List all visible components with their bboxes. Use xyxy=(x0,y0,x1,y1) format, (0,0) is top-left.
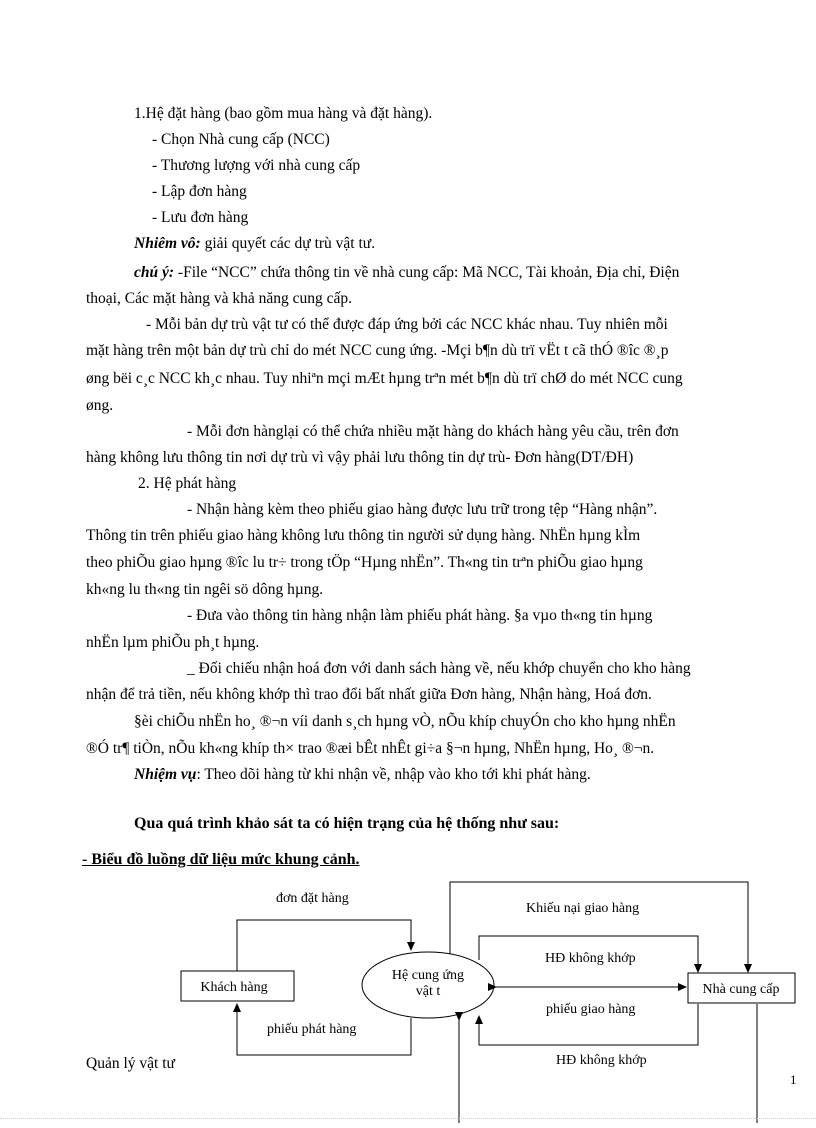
task-text: giải quyết các dự trù vật tư. xyxy=(200,235,376,252)
task-label: Nhiêm vô: xyxy=(134,235,201,252)
process-label-line1: Hệ cung ứng xyxy=(391,968,465,983)
flow-mismatch-bottom-label: HĐ không khớp xyxy=(556,1053,647,1068)
note-text: -File “NCC” chứa thông tin về nhà cung cấp: Mã NCC, Tài khoản, Địa chỉ, Điện xyxy=(174,264,680,281)
flow-delivery-label: phiếu giao hàng xyxy=(546,1002,636,1017)
section2-para1-line: kh«ng lu th«ng tin ngêi sö dông hµng. xyxy=(86,581,324,598)
section2-para1-line: - Nhận hàng kèm theo phiếu giao hàng được lưu trữ trong tệp “Hàng nhận”. xyxy=(187,501,658,518)
footer-left: Quản lý vật tư xyxy=(86,1055,175,1072)
process-label-line2: vật t xyxy=(415,984,441,999)
section2-task xyxy=(134,765,591,785)
section1-note xyxy=(134,263,679,283)
task-text: : Theo dõi hàng từ khi nhận về, nhập vào kho tới khi phát hàng. xyxy=(196,766,591,783)
note-label: chú ý: xyxy=(134,264,175,281)
section2-para3-line: nhận để trả tiền, nếu không khớp thì trao đổi bất nhất giữa Đơn hàng, Nhận hàng, Hoá đơn. xyxy=(86,686,652,703)
section1-note-cont: thoại, Các mặt hàng và khả năng cung cấp. xyxy=(86,290,352,307)
section2-para1-line: theo phiÕu giao hµng ®îc lu tr÷ trong tÖp “Hµng nhËn”. Th«ng tin trªn phiÕu giao hµng xyxy=(86,554,643,571)
flow-order-label: đơn đặt hàng xyxy=(276,891,349,906)
context-diagram-svg xyxy=(0,870,816,1123)
section1-para3-line: hàng không lưu thông tin nơi dự trù vì vậy phải lưu thông tin dự trù- Đơn hàng(DT/ĐH) xyxy=(86,449,634,466)
section2-para3-line: §èi chiÕu nhËn ho¸ ®¬n víi danh s¸ch hµng vÒ, nÕu khíp chuyÓn cho kho hµng nhËn xyxy=(134,713,676,730)
section1-para3-line: - Mỗi đơn hànglại có thể chứa nhiều mặt hàng do khách hàng yêu cầu, trên đơn xyxy=(187,423,679,440)
section1-para2-line: mặt hàng trên một bản dự trù chỉ do mét NCC cung ứng. -Mçi b¶n dù trï vËt t cã thÓ ®îc ®¸p xyxy=(86,342,669,359)
section1-heading: 1.Hệ đặt hàng (bao gồm mua hàng và đặt hàng). xyxy=(134,105,433,122)
customer-label: Khách hàng xyxy=(200,980,268,995)
section2-para3-line: ®Ó tr¶ tiÒn, nÕu kh«ng khíp th× trao ®æi bÊt nhÊt gi÷a §¬n hµng, NhËn hµng, Ho¸ ®¬n. xyxy=(86,740,655,757)
section1-para2-line: øng. xyxy=(86,397,114,414)
task-label: Nhiệm vụ xyxy=(134,766,197,783)
flow-mismatch-top-label: HĐ không khớp xyxy=(545,951,636,966)
section1-item: - Thương lượng với nhà cung cấp xyxy=(152,157,361,174)
flow-release-label: phiếu phát hàng xyxy=(267,1022,357,1037)
context-diagram xyxy=(0,870,816,1123)
section2-para1-line: Thông tin trên phiếu giao hàng không lưu thông tin người sử dụng hàng. NhËn hµng kÌm xyxy=(86,527,641,544)
summary-heading: Qua quá trình khảo sát ta có hiện trạng của hệ thống như sau: xyxy=(134,815,560,832)
section1-task xyxy=(134,234,375,254)
page-number: 1 xyxy=(790,1072,797,1087)
flow-complaint-label: Khiếu nại giao hàng xyxy=(526,901,640,916)
section1-item: - Lưu đơn hàng xyxy=(152,209,249,226)
section1-item: - Lập đơn hàng xyxy=(152,183,247,200)
section2-heading: 2. Hệ phát hàng xyxy=(138,475,237,492)
section1-para2-line: øng bëi c¸c NCC kh¸c nhau. Tuy nhiªn mçi mÆt hµng trªn mét b¶n dù trï chØ do mét NCC cung xyxy=(86,370,683,387)
supplier-label: Nhà cung cấp xyxy=(702,982,780,997)
section2-para2-line: nhËn lµm phiÕu ph¸t hµng. xyxy=(86,634,260,651)
section1-para2-line: - Mỗi bản dự trù vật tư có thể được đáp ứng bởi các NCC khác nhau. Tuy nhiên mỗi xyxy=(146,316,668,333)
section2-para3-line: _ Đối chiếu nhận hoá đơn với danh sách hàng về, nếu khớp chuyển cho kho hàng xyxy=(187,660,691,677)
section1-item: - Chọn Nhà cung cấp (NCC) xyxy=(152,131,330,148)
diagram-title: - Biểu đồ luồng dữ liệu mức khung cảnh. xyxy=(82,851,360,868)
section2-para2-line: - Đưa vào thông tin hàng nhận làm phiếu phát hàng. §a vµo th«ng tin hµng xyxy=(187,607,653,624)
page-bottom-divider xyxy=(0,1118,816,1119)
